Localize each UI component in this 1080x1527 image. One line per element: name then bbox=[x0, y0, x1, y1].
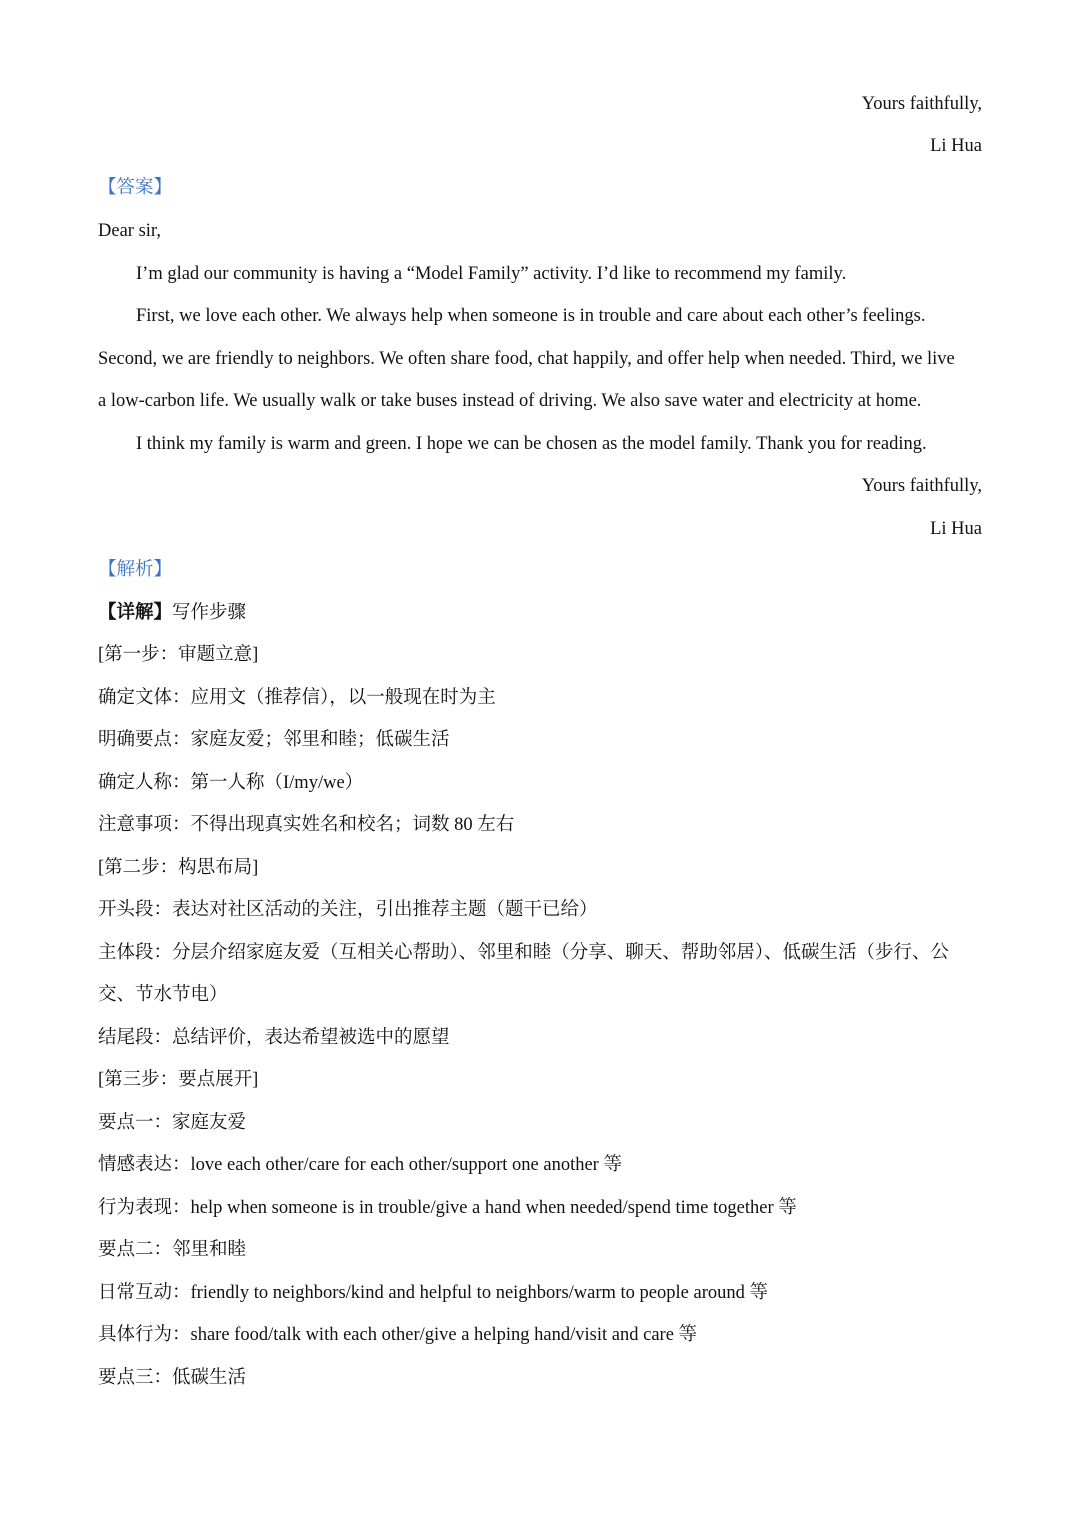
analysis-line: 开头段：表达对社区活动的关注，引出推荐主题（题干已给） bbox=[98, 900, 598, 920]
step-3-heading: [第三步：要点展开] bbox=[98, 1070, 259, 1090]
detail-title: 写作步骤 bbox=[172, 603, 247, 623]
step-1-heading: [第一步：审题立意] bbox=[98, 645, 259, 665]
step-2-heading: [第二步：构思布局] bbox=[98, 858, 259, 878]
analysis-line: 要点三：低碳生活 bbox=[98, 1368, 247, 1388]
analysis-line: 确定文体：应用文（推荐信），以一般现在时为主 bbox=[98, 688, 496, 708]
answer-paragraph-2-line-1: First, we love each other. We always help when someone is in trouble and care about each other’s feelings. bbox=[136, 306, 926, 326]
analysis-line: 情感表达：love each other/care for each other/support one another 等 bbox=[98, 1155, 622, 1175]
closing: Yours faithfully, bbox=[861, 476, 982, 496]
analysis-line: 确定人称：第一人称（I/my/we） bbox=[98, 773, 364, 793]
analysis-line: 交、节水节电） bbox=[98, 985, 228, 1005]
signature: Li Hua bbox=[930, 519, 982, 539]
answer-paragraph-2-line-3: a low-carbon life. We usually walk or take buses instead of driving. We also save water and electricity at home. bbox=[98, 391, 922, 411]
analysis-line: 具体行为：share food/talk with each other/give a helping hand/visit and care 等 bbox=[98, 1325, 698, 1345]
answer-paragraph-3: I think my family is warm and green. I hope we can be chosen as the model family. Thank you for reading. bbox=[136, 434, 927, 454]
analysis-line: 注意事项：不得出现真实姓名和校名；词数 80 左右 bbox=[98, 815, 515, 835]
answer-paragraph-1: I’m glad our community is having a “Model Family” activity. I’d like to recommend my family. bbox=[136, 264, 847, 284]
analysis-line: 要点一：家庭友爱 bbox=[98, 1113, 247, 1133]
answer-tag: 【答案】 bbox=[98, 178, 173, 198]
analysis-line: 结尾段：总结评价，表达希望被选中的愿望 bbox=[98, 1028, 450, 1048]
analysis-line: 主体段：分层介绍家庭友爱（互相关心帮助）、邻里和睦（分享、聊天、帮助邻居）、低碳生活（步行、公 bbox=[98, 943, 950, 963]
analysis-line: 要点二：邻里和睦 bbox=[98, 1240, 247, 1260]
analysis-tag: 【解析】 bbox=[98, 560, 173, 580]
closing-previous: Yours faithfully, bbox=[861, 94, 982, 114]
analysis-line: 明确要点：家庭友爱；邻里和睦；低碳生活 bbox=[98, 730, 450, 750]
salutation: Dear sir, bbox=[98, 221, 161, 241]
answer-paragraph-2-line-2: Second, we are friendly to neighbors. We often share food, chat happily, and offer help when needed. Third, we live bbox=[98, 349, 955, 369]
analysis-line: 行为表现：help when someone is in trouble/give a hand when needed/spend time together 等 bbox=[98, 1198, 797, 1218]
detail-label: 【详解】 bbox=[98, 603, 173, 623]
signature-previous: Li Hua bbox=[930, 136, 982, 156]
detail-heading bbox=[98, 592, 982, 634]
analysis-line: 日常互动：friendly to neighbors/kind and helpful to neighbors/warm to people around 等 bbox=[98, 1283, 768, 1303]
